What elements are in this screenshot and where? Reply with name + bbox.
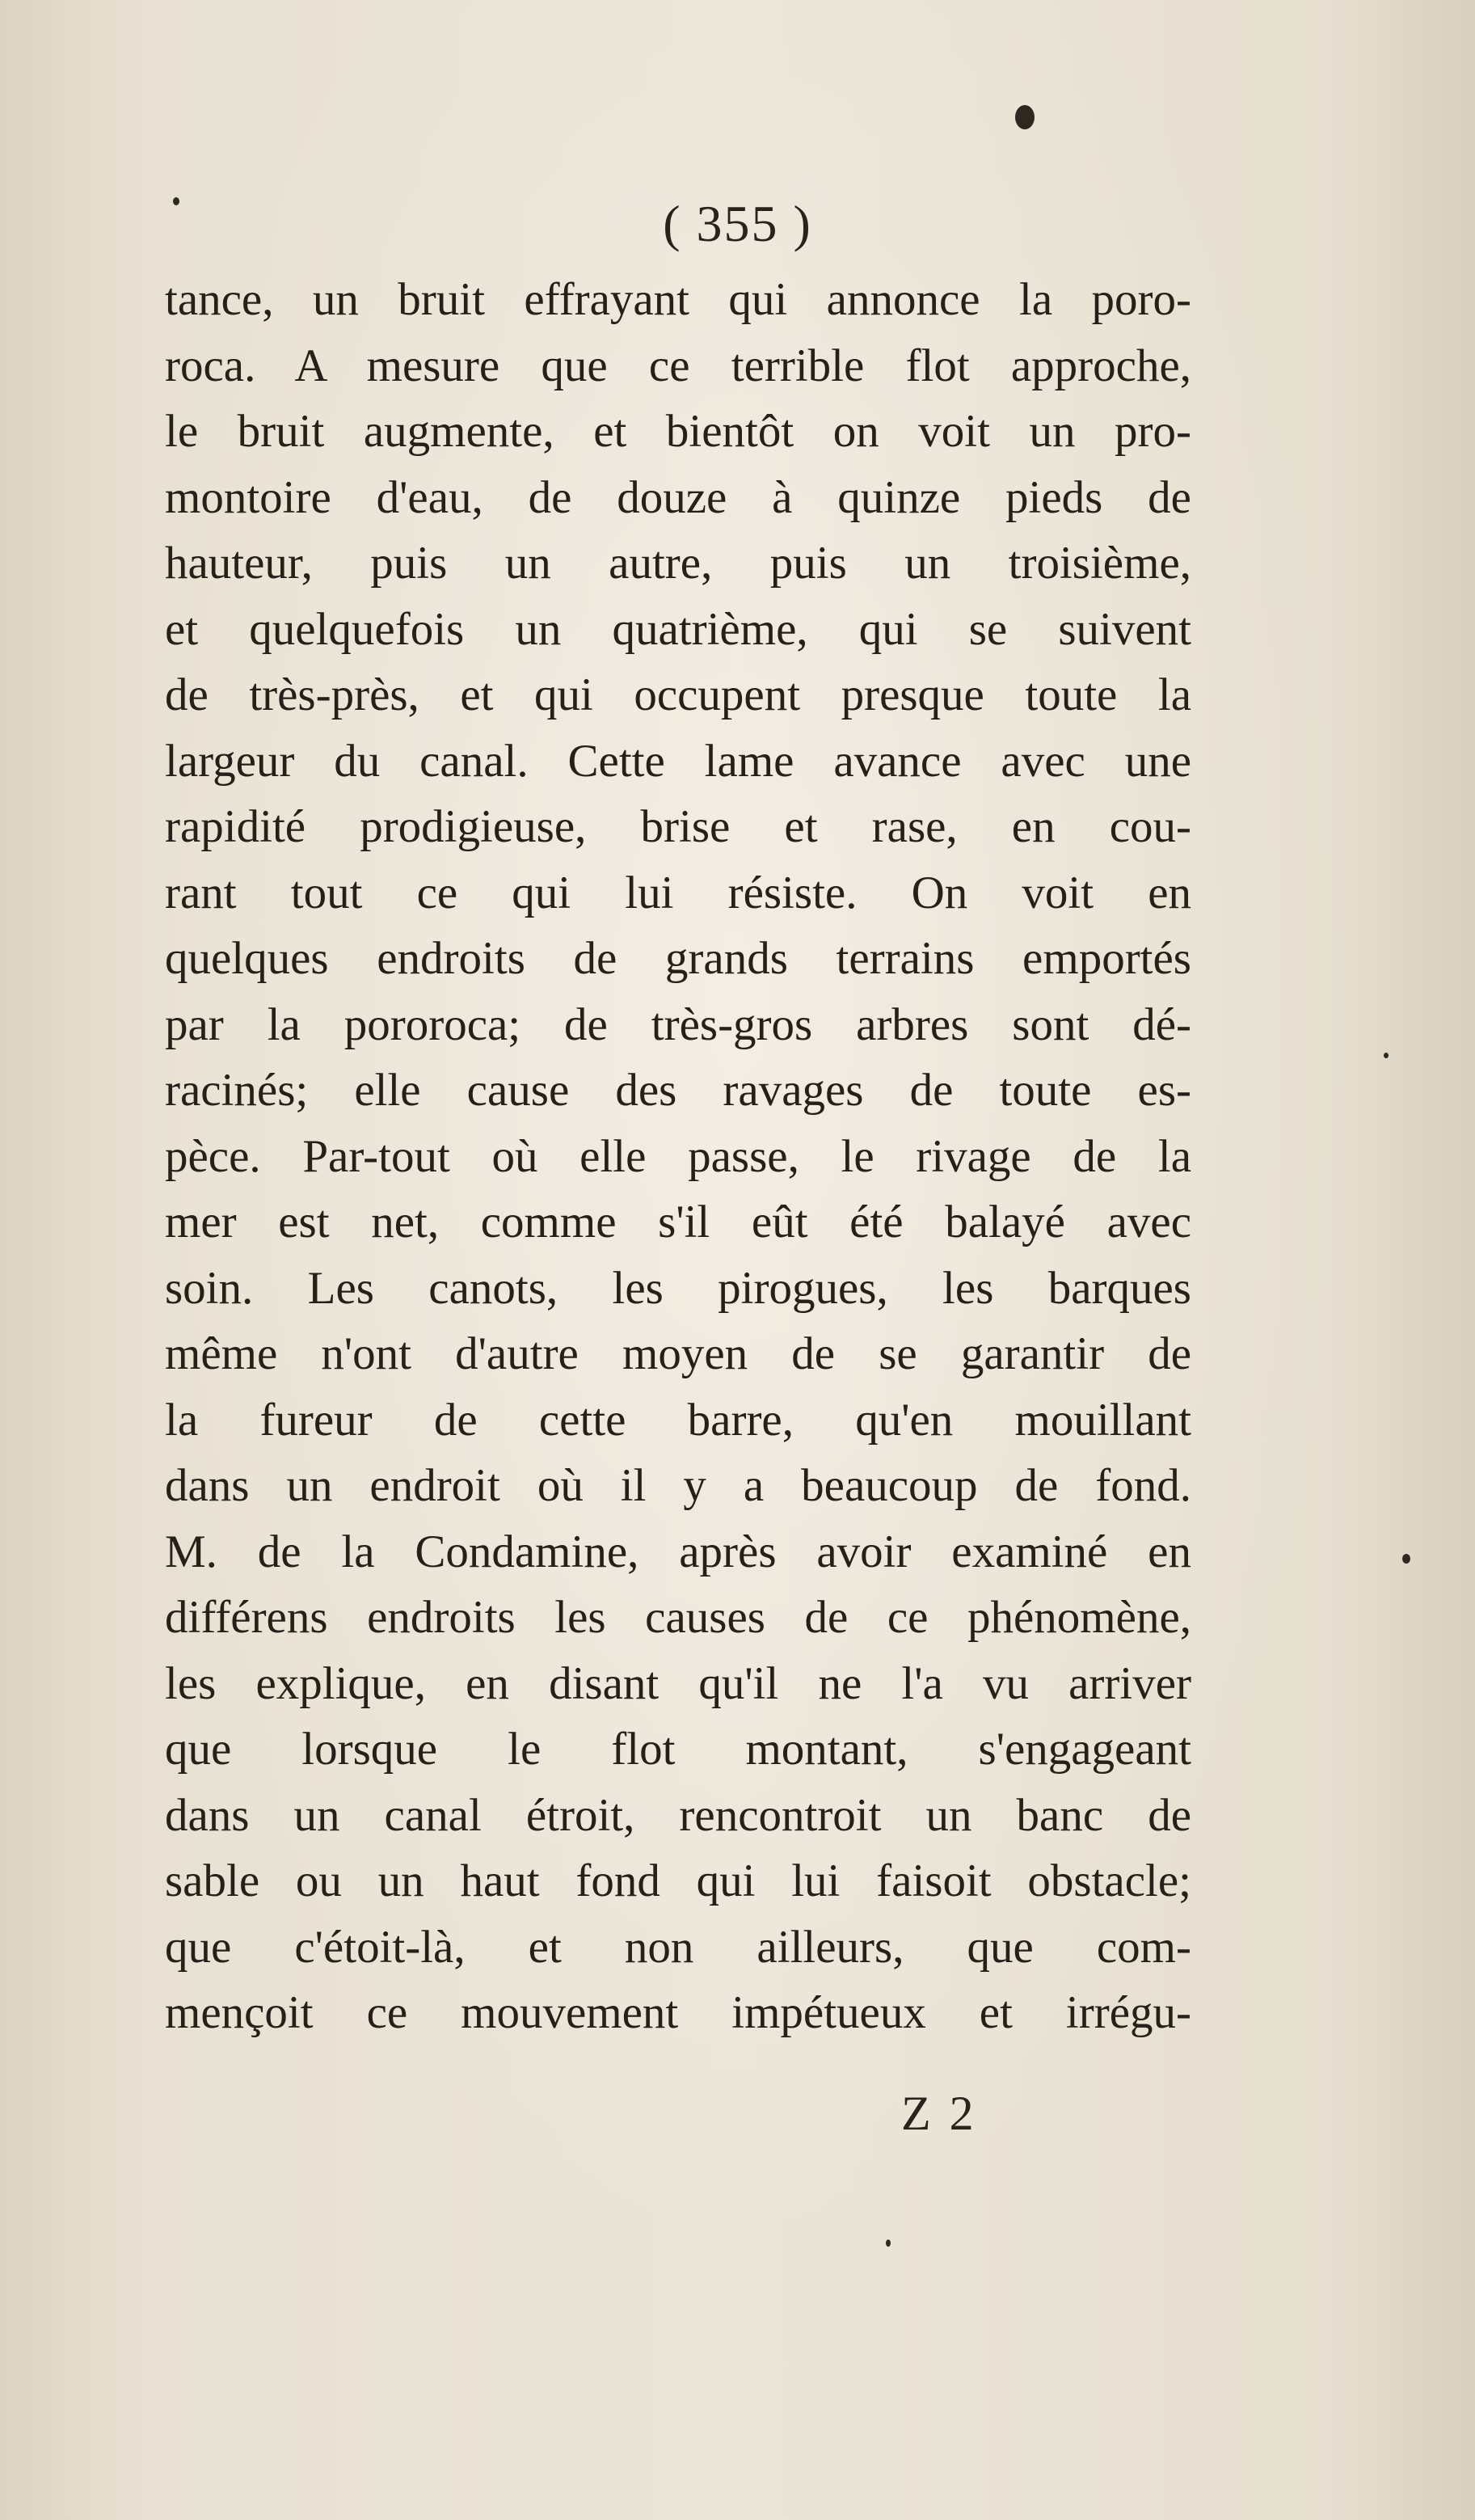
text-line: dans un canal étroit, rencontroit un banc de bbox=[165, 1789, 1191, 1841]
ink-speck bbox=[1384, 1053, 1389, 1058]
text-line: rapidité prodigieuse, brise et rase, en cou- bbox=[165, 801, 1191, 852]
text-line: que lorsque le flot montant, s'engageant bbox=[165, 1724, 1191, 1775]
text-line: les explique, en disant qu'il ne l'a vu arriver bbox=[165, 1657, 1191, 1709]
text-line: montoire d'eau, de douze à quinze pieds de bbox=[165, 471, 1191, 523]
text-line: de très-près, et qui occupent presque toute la bbox=[165, 669, 1191, 720]
text-line: mer est net, comme s'il eût été balayé avec bbox=[165, 1197, 1191, 1247]
ink-speck bbox=[1402, 1554, 1410, 1564]
text-line: par la pororoca; de très-gros arbres sont dé- bbox=[165, 998, 1191, 1050]
text-line: le bruit augmente, et bientôt on voit un pro- bbox=[165, 406, 1191, 457]
text-line: mençoit ce mouvement impétueux et irrégu- bbox=[165, 1987, 1191, 2038]
text-line: racinés; elle cause des ravages de toute es- bbox=[165, 1065, 1191, 1116]
text-line: largeur du canal. Cette lame avance avec une bbox=[165, 735, 1191, 787]
catchword-signature: Z 2 bbox=[901, 2087, 977, 2140]
page-number-header: ( 355 ) bbox=[663, 195, 812, 252]
text-line: sable ou un haut fond qui lui faisoit obstacle; bbox=[165, 1855, 1191, 1906]
text-line: rant tout ce qui lui résiste. On voit en bbox=[165, 867, 1191, 918]
text-line: M. de la Condamine, après avoir examiné en bbox=[165, 1526, 1191, 1577]
text-line: et quelquefois un quatrième, qui se suivent bbox=[165, 603, 1191, 655]
ink-speck bbox=[1015, 105, 1035, 129]
text-line: dans un endroit où il y a beaucoup de fond. bbox=[165, 1460, 1191, 1511]
text-line: soin. Les canots, les pirogues, les barques bbox=[165, 1262, 1191, 1314]
text-line: hauteur, puis un autre, puis un troisième, bbox=[165, 538, 1191, 589]
text-line: pèce. Par-tout où elle passe, le rivage de la bbox=[165, 1130, 1191, 1182]
text-line: tance, un bruit effrayant qui annonce la poro- bbox=[165, 274, 1191, 325]
text-line: la fureur de cette barre, qu'en mouillant bbox=[165, 1394, 1191, 1446]
text-line: différens endroits les causes de ce phénomène, bbox=[165, 1592, 1191, 1643]
text-line: quelques endroits de grands terrains emportés bbox=[165, 933, 1191, 984]
body-text bbox=[165, 267, 1191, 2046]
text-line: que c'étoit-là, et non ailleurs, que com- bbox=[165, 1921, 1191, 1973]
ink-speck bbox=[886, 2239, 891, 2247]
text-line: roca. A mesure que ce terrible flot approche, bbox=[165, 340, 1191, 391]
text-line: même n'ont d'autre moyen de se garantir de bbox=[165, 1328, 1191, 1379]
